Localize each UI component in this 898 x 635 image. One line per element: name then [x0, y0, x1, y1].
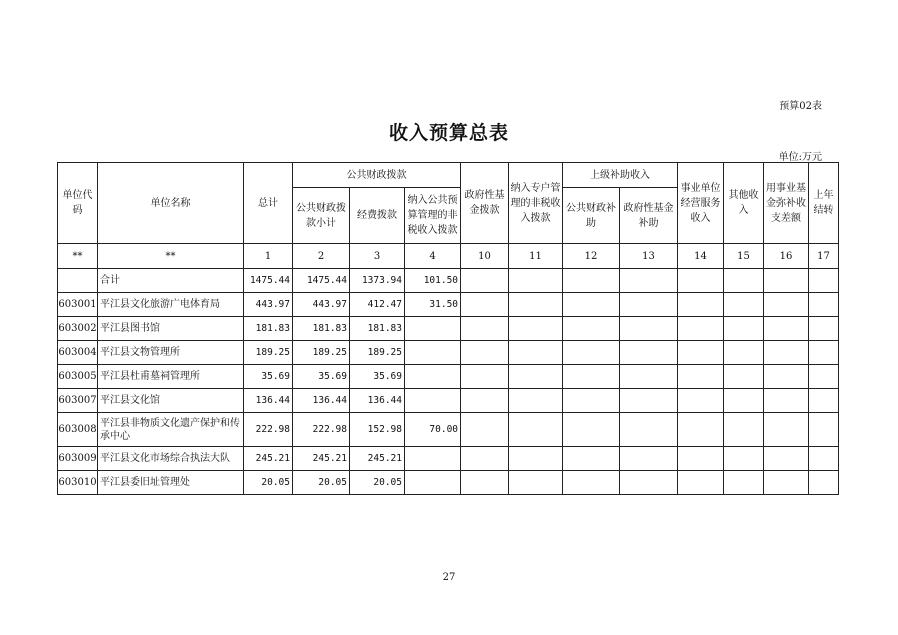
- empty-cell: [620, 413, 678, 447]
- unit-code-cell: 603001: [58, 293, 98, 317]
- subtotal-cell: 222.98: [293, 413, 350, 447]
- unit-code-cell: 603002: [58, 317, 98, 341]
- empty-cell: [809, 269, 839, 293]
- empty-cell: [764, 447, 809, 471]
- empty-cell: [764, 317, 809, 341]
- header-business-fund-offset: 用事业基金弥补收支差额: [764, 163, 809, 244]
- empty-cell: [678, 389, 724, 413]
- index-cell: 14: [678, 244, 724, 269]
- table-row: [58, 269, 839, 293]
- header-special-account-nontax: 纳入专户管理的非税收入拨款: [509, 163, 563, 244]
- empty-cell: [809, 293, 839, 317]
- unit-name-cell: 平江县杜甫墓祠管理所: [98, 365, 244, 389]
- empty-cell: [563, 269, 620, 293]
- page-number: 27: [442, 572, 456, 583]
- header-nontax-in-budget: 纳入公共预算管理的非税收入拨款: [405, 188, 461, 244]
- empty-cell: [809, 471, 839, 495]
- funds-cell: 412.47: [350, 293, 405, 317]
- unit-label: 单位:万元: [778, 152, 822, 163]
- unit-name-cell: 平江县委旧址管理处: [98, 471, 244, 495]
- table-row: [58, 365, 839, 389]
- nontax-cell: [405, 471, 461, 495]
- empty-cell: [678, 341, 724, 365]
- empty-cell: [678, 471, 724, 495]
- index-cell: 4: [405, 244, 461, 269]
- header-superior-subsidy: 上级补助收入: [563, 163, 678, 188]
- empty-cell: [509, 365, 563, 389]
- empty-cell: [461, 341, 509, 365]
- unit-name-cell: 平江县文化市场综合执法大队: [98, 447, 244, 471]
- empty-cell: [724, 389, 764, 413]
- unit-name-cell: 平江县图书馆: [98, 317, 244, 341]
- index-cell: **: [58, 244, 98, 269]
- funds-cell: 152.98: [350, 413, 405, 447]
- unit-code-cell: 603009: [58, 447, 98, 471]
- empty-cell: [461, 293, 509, 317]
- empty-cell: [461, 447, 509, 471]
- subtotal-cell: 20.05: [293, 471, 350, 495]
- empty-cell: [724, 341, 764, 365]
- unit-code-cell: 603010: [58, 471, 98, 495]
- empty-cell: [509, 447, 563, 471]
- empty-cell: [678, 365, 724, 389]
- total-cell: 222.98: [244, 413, 293, 447]
- empty-cell: [563, 389, 620, 413]
- nontax-cell: [405, 317, 461, 341]
- empty-cell: [620, 389, 678, 413]
- empty-cell: [461, 471, 509, 495]
- total-cell: 245.21: [244, 447, 293, 471]
- header-business-income: 事业单位经营服务收入: [678, 163, 724, 244]
- empty-cell: [809, 341, 839, 365]
- empty-cell: [724, 365, 764, 389]
- empty-cell: [724, 413, 764, 447]
- empty-cell: [563, 293, 620, 317]
- unit-name-cell: 平江县文化馆: [98, 389, 244, 413]
- column-index-row: [58, 244, 839, 269]
- total-cell: 443.97: [244, 293, 293, 317]
- funds-cell: 189.25: [350, 341, 405, 365]
- empty-cell: [563, 341, 620, 365]
- index-cell: 16: [764, 244, 809, 269]
- funds-cell: 136.44: [350, 389, 405, 413]
- empty-cell: [724, 269, 764, 293]
- nontax-cell: [405, 341, 461, 365]
- income-budget-table: [57, 162, 839, 495]
- empty-cell: [678, 269, 724, 293]
- total-cell: 35.69: [244, 365, 293, 389]
- unit-code-cell: 603008: [58, 413, 98, 447]
- unit-code-cell: 603004: [58, 341, 98, 365]
- index-cell: 17: [809, 244, 839, 269]
- total-cell: 189.25: [244, 341, 293, 365]
- empty-cell: [724, 447, 764, 471]
- empty-cell: [563, 317, 620, 341]
- empty-cell: [764, 365, 809, 389]
- empty-cell: [724, 317, 764, 341]
- subtotal-cell: 189.25: [293, 341, 350, 365]
- empty-cell: [620, 293, 678, 317]
- empty-cell: [764, 471, 809, 495]
- empty-cell: [620, 317, 678, 341]
- empty-cell: [724, 293, 764, 317]
- empty-cell: [620, 365, 678, 389]
- empty-cell: [563, 447, 620, 471]
- table-header: [58, 163, 839, 244]
- header-unit-name: 单位名称: [98, 163, 244, 244]
- subtotal-cell: 443.97: [293, 293, 350, 317]
- total-cell: 181.83: [244, 317, 293, 341]
- total-cell: 136.44: [244, 389, 293, 413]
- index-cell: 15: [724, 244, 764, 269]
- header-unit-code: 单位代码: [58, 163, 98, 244]
- index-cell: 2: [293, 244, 350, 269]
- index-cell: 10: [461, 244, 509, 269]
- unit-name-cell: 平江县文物管理所: [98, 341, 244, 365]
- index-cell: 11: [509, 244, 563, 269]
- subtotal-cell: 245.21: [293, 447, 350, 471]
- subtotal-cell: 1475.44: [293, 269, 350, 293]
- empty-cell: [809, 413, 839, 447]
- empty-cell: [563, 365, 620, 389]
- table-row: [58, 447, 839, 471]
- page-title: 收入预算总表: [388, 122, 509, 144]
- empty-cell: [678, 317, 724, 341]
- total-cell: 1475.44: [244, 269, 293, 293]
- table-row: [58, 293, 839, 317]
- header-public-finance-subtotal: 公共财政拨款小计: [293, 188, 350, 244]
- unit-code-cell: 603005: [58, 365, 98, 389]
- empty-cell: [563, 471, 620, 495]
- header-prior-year-carryover: 上年结转: [809, 163, 839, 244]
- empty-cell: [461, 389, 509, 413]
- unit-name-cell: 平江县文化旅游广电体育局: [98, 293, 244, 317]
- nontax-cell: [405, 447, 461, 471]
- nontax-cell: 70.00: [405, 413, 461, 447]
- index-cell: 12: [563, 244, 620, 269]
- index-cell: **: [98, 244, 244, 269]
- header-operating-funds: 经费拨款: [350, 188, 405, 244]
- empty-cell: [764, 269, 809, 293]
- index-cell: 13: [620, 244, 678, 269]
- empty-cell: [678, 293, 724, 317]
- subtotal-cell: 136.44: [293, 389, 350, 413]
- empty-cell: [461, 269, 509, 293]
- empty-cell: [509, 269, 563, 293]
- empty-cell: [620, 341, 678, 365]
- empty-cell: [764, 413, 809, 447]
- unit-name-cell: 平江县非物质文化遗产保护和传承中心: [98, 413, 244, 447]
- header-superior-public-finance: 公共财政补助: [563, 188, 620, 244]
- empty-cell: [620, 471, 678, 495]
- index-cell: 1: [244, 244, 293, 269]
- index-cell: 3: [350, 244, 405, 269]
- header-superior-gov-fund: 政府性基金补助: [620, 188, 678, 244]
- empty-cell: [461, 413, 509, 447]
- unit-code-cell: 603007: [58, 389, 98, 413]
- subtotal-cell: 35.69: [293, 365, 350, 389]
- empty-cell: [620, 447, 678, 471]
- total-cell: 20.05: [244, 471, 293, 495]
- empty-cell: [809, 389, 839, 413]
- empty-cell: [678, 413, 724, 447]
- empty-cell: [764, 389, 809, 413]
- table-row: [58, 341, 839, 365]
- empty-cell: [563, 413, 620, 447]
- empty-cell: [809, 317, 839, 341]
- table-row: [58, 389, 839, 413]
- empty-cell: [678, 447, 724, 471]
- empty-cell: [509, 389, 563, 413]
- nontax-cell: 31.50: [405, 293, 461, 317]
- empty-cell: [461, 365, 509, 389]
- unit-code-cell: [58, 269, 98, 293]
- empty-cell: [509, 471, 563, 495]
- table-body: [58, 269, 839, 495]
- header-gov-fund: 政府性基金拨款: [461, 163, 509, 244]
- empty-cell: [509, 293, 563, 317]
- empty-cell: [764, 341, 809, 365]
- subtotal-cell: 181.83: [293, 317, 350, 341]
- empty-cell: [461, 317, 509, 341]
- header-other-income: 其他收入: [724, 163, 764, 244]
- funds-cell: 20.05: [350, 471, 405, 495]
- nontax-cell: [405, 389, 461, 413]
- empty-cell: [764, 293, 809, 317]
- nontax-cell: 101.50: [405, 269, 461, 293]
- empty-cell: [809, 447, 839, 471]
- table-row: [58, 471, 839, 495]
- unit-name-cell: 合计: [98, 269, 244, 293]
- header-public-finance: 公共财政拨款: [293, 163, 461, 188]
- form-number: 预算02表: [779, 101, 822, 112]
- empty-cell: [509, 341, 563, 365]
- empty-cell: [809, 365, 839, 389]
- funds-cell: 1373.94: [350, 269, 405, 293]
- funds-cell: 245.21: [350, 447, 405, 471]
- table-row: [58, 413, 839, 447]
- empty-cell: [620, 269, 678, 293]
- table-row: [58, 317, 839, 341]
- empty-cell: [724, 471, 764, 495]
- header-total: 总计: [244, 163, 293, 244]
- empty-cell: [509, 317, 563, 341]
- nontax-cell: [405, 365, 461, 389]
- empty-cell: [509, 413, 563, 447]
- funds-cell: 35.69: [350, 365, 405, 389]
- funds-cell: 181.83: [350, 317, 405, 341]
